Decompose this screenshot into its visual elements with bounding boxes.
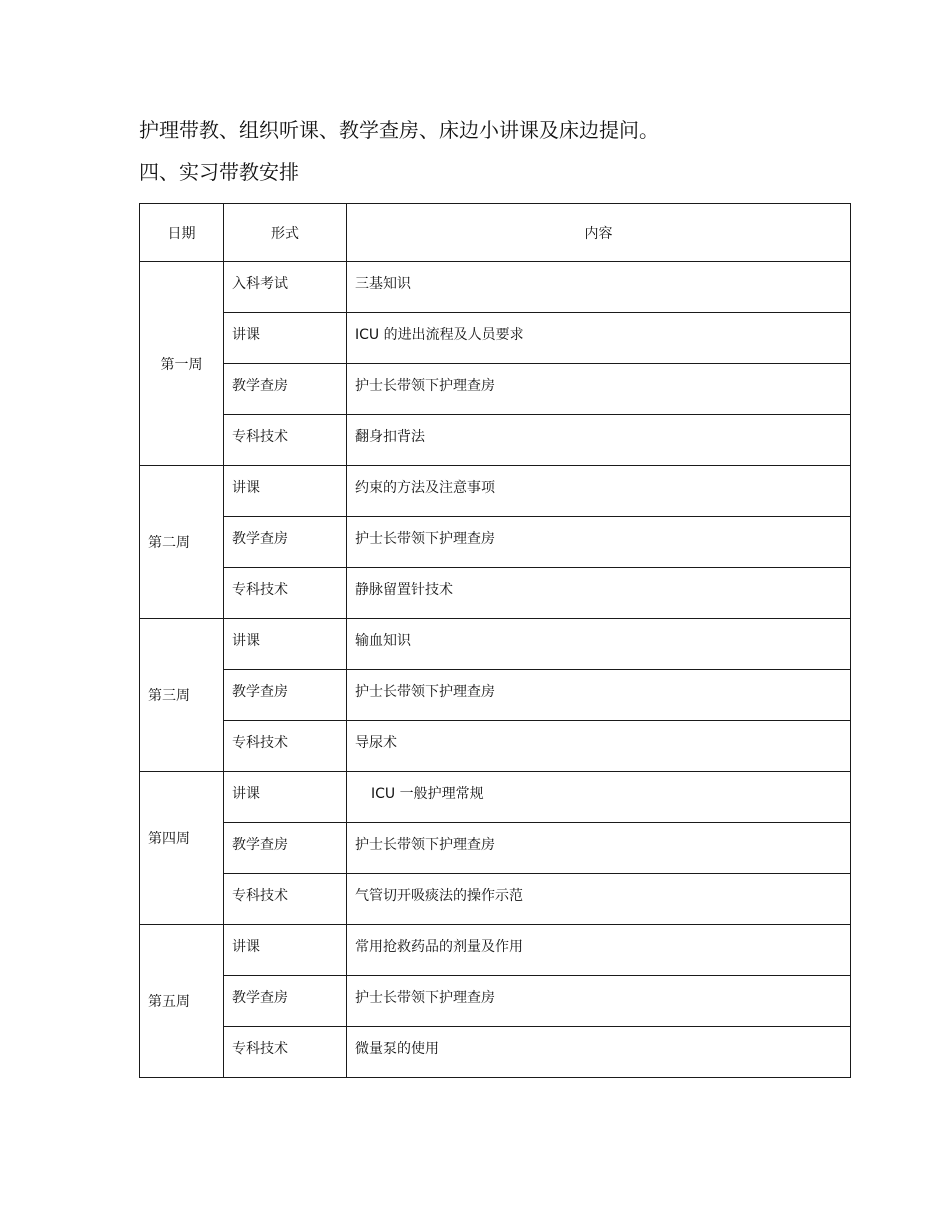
content-cell: ICU 一般护理常规 bbox=[347, 772, 851, 823]
table-row bbox=[140, 364, 851, 415]
content-cell: 输血知识 bbox=[347, 619, 851, 670]
form-cell: 专科技术 bbox=[224, 568, 347, 619]
week-cell: 第四周 bbox=[140, 772, 224, 925]
week-cell: 第五周 bbox=[140, 925, 224, 1078]
header-form: 形式 bbox=[224, 204, 347, 262]
table-row bbox=[140, 415, 851, 466]
table-row bbox=[140, 823, 851, 874]
form-cell: 入科考试 bbox=[224, 262, 347, 313]
content-cell: 静脉留置针技术 bbox=[347, 568, 851, 619]
form-cell: 讲课 bbox=[224, 466, 347, 517]
form-cell: 讲课 bbox=[224, 925, 347, 976]
form-cell: 讲课 bbox=[224, 619, 347, 670]
table-header-row bbox=[140, 204, 851, 262]
table-row bbox=[140, 772, 851, 823]
header-content: 内容 bbox=[347, 204, 851, 262]
content-cell: 微量泵的使用 bbox=[347, 1027, 851, 1078]
form-cell: 教学查房 bbox=[224, 670, 347, 721]
intro-paragraph-line: 护理带教、组织听课、教学查房、床边小讲课及床边提问。 bbox=[139, 118, 659, 142]
table-row bbox=[140, 313, 851, 364]
content-cell: 护士长带领下护理查房 bbox=[347, 823, 851, 874]
table-row bbox=[140, 874, 851, 925]
form-cell: 讲课 bbox=[224, 772, 347, 823]
content-cell: 约束的方法及注意事项 bbox=[347, 466, 851, 517]
section-heading: 四、实习带教安排 bbox=[139, 160, 299, 184]
table-row bbox=[140, 619, 851, 670]
table-row bbox=[140, 670, 851, 721]
content-cell: 护士长带领下护理查房 bbox=[347, 976, 851, 1027]
content-cell: ICU 的进出流程及人员要求 bbox=[347, 313, 851, 364]
table-row bbox=[140, 466, 851, 517]
form-cell: 专科技术 bbox=[224, 415, 347, 466]
content-cell: 常用抢救药品的剂量及作用 bbox=[347, 925, 851, 976]
content-cell: 导尿术 bbox=[347, 721, 851, 772]
internship-schedule-table bbox=[139, 203, 851, 1078]
table-row bbox=[140, 925, 851, 976]
content-cell: 三基知识 bbox=[347, 262, 851, 313]
week-cell: 第三周 bbox=[140, 619, 224, 772]
content-cell: 翻身扣背法 bbox=[347, 415, 851, 466]
form-cell: 教学查房 bbox=[224, 517, 347, 568]
form-cell: 专科技术 bbox=[224, 721, 347, 772]
content-cell: 气管切开吸痰法的操作示范 bbox=[347, 874, 851, 925]
form-cell: 教学查房 bbox=[224, 823, 347, 874]
form-cell: 专科技术 bbox=[224, 1027, 347, 1078]
week-cell: 第二周 bbox=[140, 466, 224, 619]
content-cell: 护士长带领下护理查房 bbox=[347, 670, 851, 721]
table-row bbox=[140, 976, 851, 1027]
table-row bbox=[140, 568, 851, 619]
form-cell: 讲课 bbox=[224, 313, 347, 364]
table-row bbox=[140, 517, 851, 568]
form-cell: 教学查房 bbox=[224, 976, 347, 1027]
content-cell: 护士长带领下护理查房 bbox=[347, 517, 851, 568]
table-row bbox=[140, 262, 851, 313]
form-cell: 教学查房 bbox=[224, 364, 347, 415]
content-cell: 护士长带领下护理查房 bbox=[347, 364, 851, 415]
table-row bbox=[140, 721, 851, 772]
form-cell: 专科技术 bbox=[224, 874, 347, 925]
header-date: 日期 bbox=[140, 204, 224, 262]
week-cell: 第一周 bbox=[140, 262, 224, 466]
table-row bbox=[140, 1027, 851, 1078]
